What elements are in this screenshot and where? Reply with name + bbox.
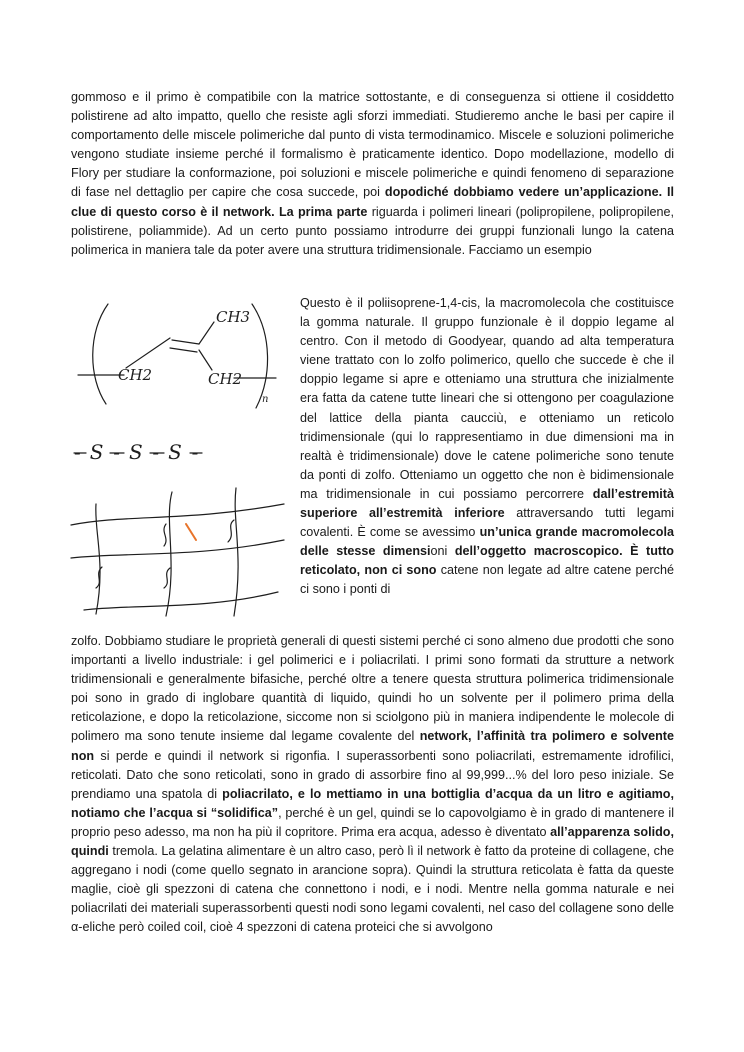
- paragraph-polyisoprene-text-1: Questo è il poliisoprene-1,4-cis, la macromolecola che costituisce la gomma naturale. Il gruppo funzionale è il doppio legame al centro. Con il metodo di Goodyear, quando ad alta temperatura viene trattato con lo zolfo polimerico, quello che succede è che il doppio legame si apre e otteniamo una struttura che inizialmente era fatta da catene tutte lineari che si ottengono per coagulazione del lattice della pianta caucciù, e otteniamo un reticolo tridimensionale (qui lo rappresentiamo in due dimensioni ma in realtà è tridimensionale) dove le catene polimeriche sono tenute da ponti di zolfo. Otteniamo un oggetto che non è bidimensionale ma tridimensionale in cui possiamo percorrere: [300, 296, 674, 501]
- paragraph-gels-text-4: tremola. La gelatina alimentare è un altro caso, però lì il network è fatto da proteine di collagene, che aggregano i nodi (come quello segnato in arancione sopra). Quindi la struttura reticolata è fatta da queste maglie, cioè gli spezzoni di catena che connettono i nodi, e i nodi. Mentre nella gomma naturale e nei poliacrilati dei materiali superassorbenti questi nodi sono legami covalenti, nel caso del collagene sono delle α-eliche però coiled coil, cioè 4 spezzoni di catena proteici che si avvolgono: [71, 844, 674, 935]
- paragraph-gels-text-3: , perché è un gel, quindi se lo capovolgiamo è in grado di mantenere il proprio peso adesso, ma non ha più il copritore. Prima era acqua, adesso è diventato: [71, 805, 674, 839]
- subscript-n-label: n: [262, 394, 269, 405]
- paragraph-gels-bold-2: poliacrilato, e lo mettiamo in una bottiglia d’acqua da un litro e agitiamo, notiamo che l’acqua si “solidifica”: [71, 786, 675, 820]
- paragraph-intro: [71, 88, 674, 260]
- paragraph-intro-text-1: gommoso e il primo è compatibile con la matrice sottostante, e di conseguenza si ottiene il cosiddetto polistirene ad alto impatto, quello che resiste agli sforzi immediati. Studieremo anche le basi per capire il comportamento delle miscele polimeriche dal punto di vista termodinamico. Miscele e soluzioni polimeriche vengono studiate insieme perché il formalismo è praticamente identico. Dopo modellazione, modello di Flory per studiare la conformazione, poi soluzioni e miscele polimeriche e quindi fenomeno di separazione di fase nel dettaglio per capire che cosa succede, poi: [71, 90, 674, 200]
- ch3-label: CH3: [216, 308, 251, 326]
- paragraph-gels-text-1: zolfo. Dobbiamo studiare le proprietà generali di questi sistemi perché ci sono almeno due prodotti che sono importanti a livello industriale: i gel polimerici e i poliacrilati. I primi sono formati da strutture a network tridimensionali e generalmente bifasiche, perché oltre a tenere questa struttura polimerica tridimensionale poi sono in grado di inglobare quantità di liquido, quindi ho un solvente per il polimero prima della reticolazione, e dopo la reticolazione, siccome non si sciolgono più in maniera indipendente le molecole di polimero ma sono tenute insieme dal legame covalente del: [71, 634, 674, 744]
- paragraph-polyisoprene-text-3: oni: [430, 544, 455, 559]
- paragraph-intro-text-2: riguarda i polimeri lineari (polipropilene, polipropilene, polistirene, poliammide). Ad un certo punto possiamo introdurre dei gruppi funzionali lungo la catena polimerica in maniera tale da poter avere una struttura tridimensionale. Facciamo un esempio: [71, 204, 675, 257]
- sulfur-chain-label: -S-S-S-: [74, 440, 208, 464]
- paragraph-polyisoprene-text-4: catene non legate ad altre catene perché ci sono i ponti di: [300, 563, 674, 597]
- paragraph-gels: [71, 632, 674, 938]
- paragraph-polyisoprene-bold-3: dell’oggetto macroscopico. È tutto reticolato, non ci sono: [300, 544, 674, 578]
- orange-node-mark-icon: [186, 524, 196, 540]
- crosslinked-network-sketch-icon: [71, 488, 284, 616]
- paragraph-polyisoprene-bold-2: un’unica grande macromolecola delle stesse dimensi: [300, 525, 675, 559]
- paragraph-gels-bold-3: all’apparenza solido, quindi: [71, 824, 674, 859]
- paragraph-polyisoprene-text-2: attraversando tutti legami covalenti. È come se avessimo: [300, 506, 674, 540]
- paragraph-polyisoprene-bold-1: dall’estremità superiore all’estremità inferiore: [300, 486, 674, 521]
- paragraph-intro-bold-1: dopodiché dobbiamo vedere un’applicazione. Il clue di questo corso è il network. La prima parte: [71, 185, 674, 219]
- paragraph-gels-bold-1: network, l’affinità tra polimero e solvente non: [71, 729, 675, 763]
- paragraph-gels-text-2: si perde e quindi il network si rigonfia. I superassorbenti sono poliacrilati, estremamente idrofilici, reticolati. Dato che sono reticolati, sono in grado di assorbire fino al 99,999...% del loro peso iniziale. Se prendiamo una spatola di: [71, 748, 674, 801]
- paragraph-polyisoprene: [300, 294, 674, 600]
- handwritten-chemistry-sketch: [66, 292, 291, 622]
- ch2-left-label: CH2: [118, 366, 153, 384]
- ch2-right-label: CH2: [208, 370, 243, 388]
